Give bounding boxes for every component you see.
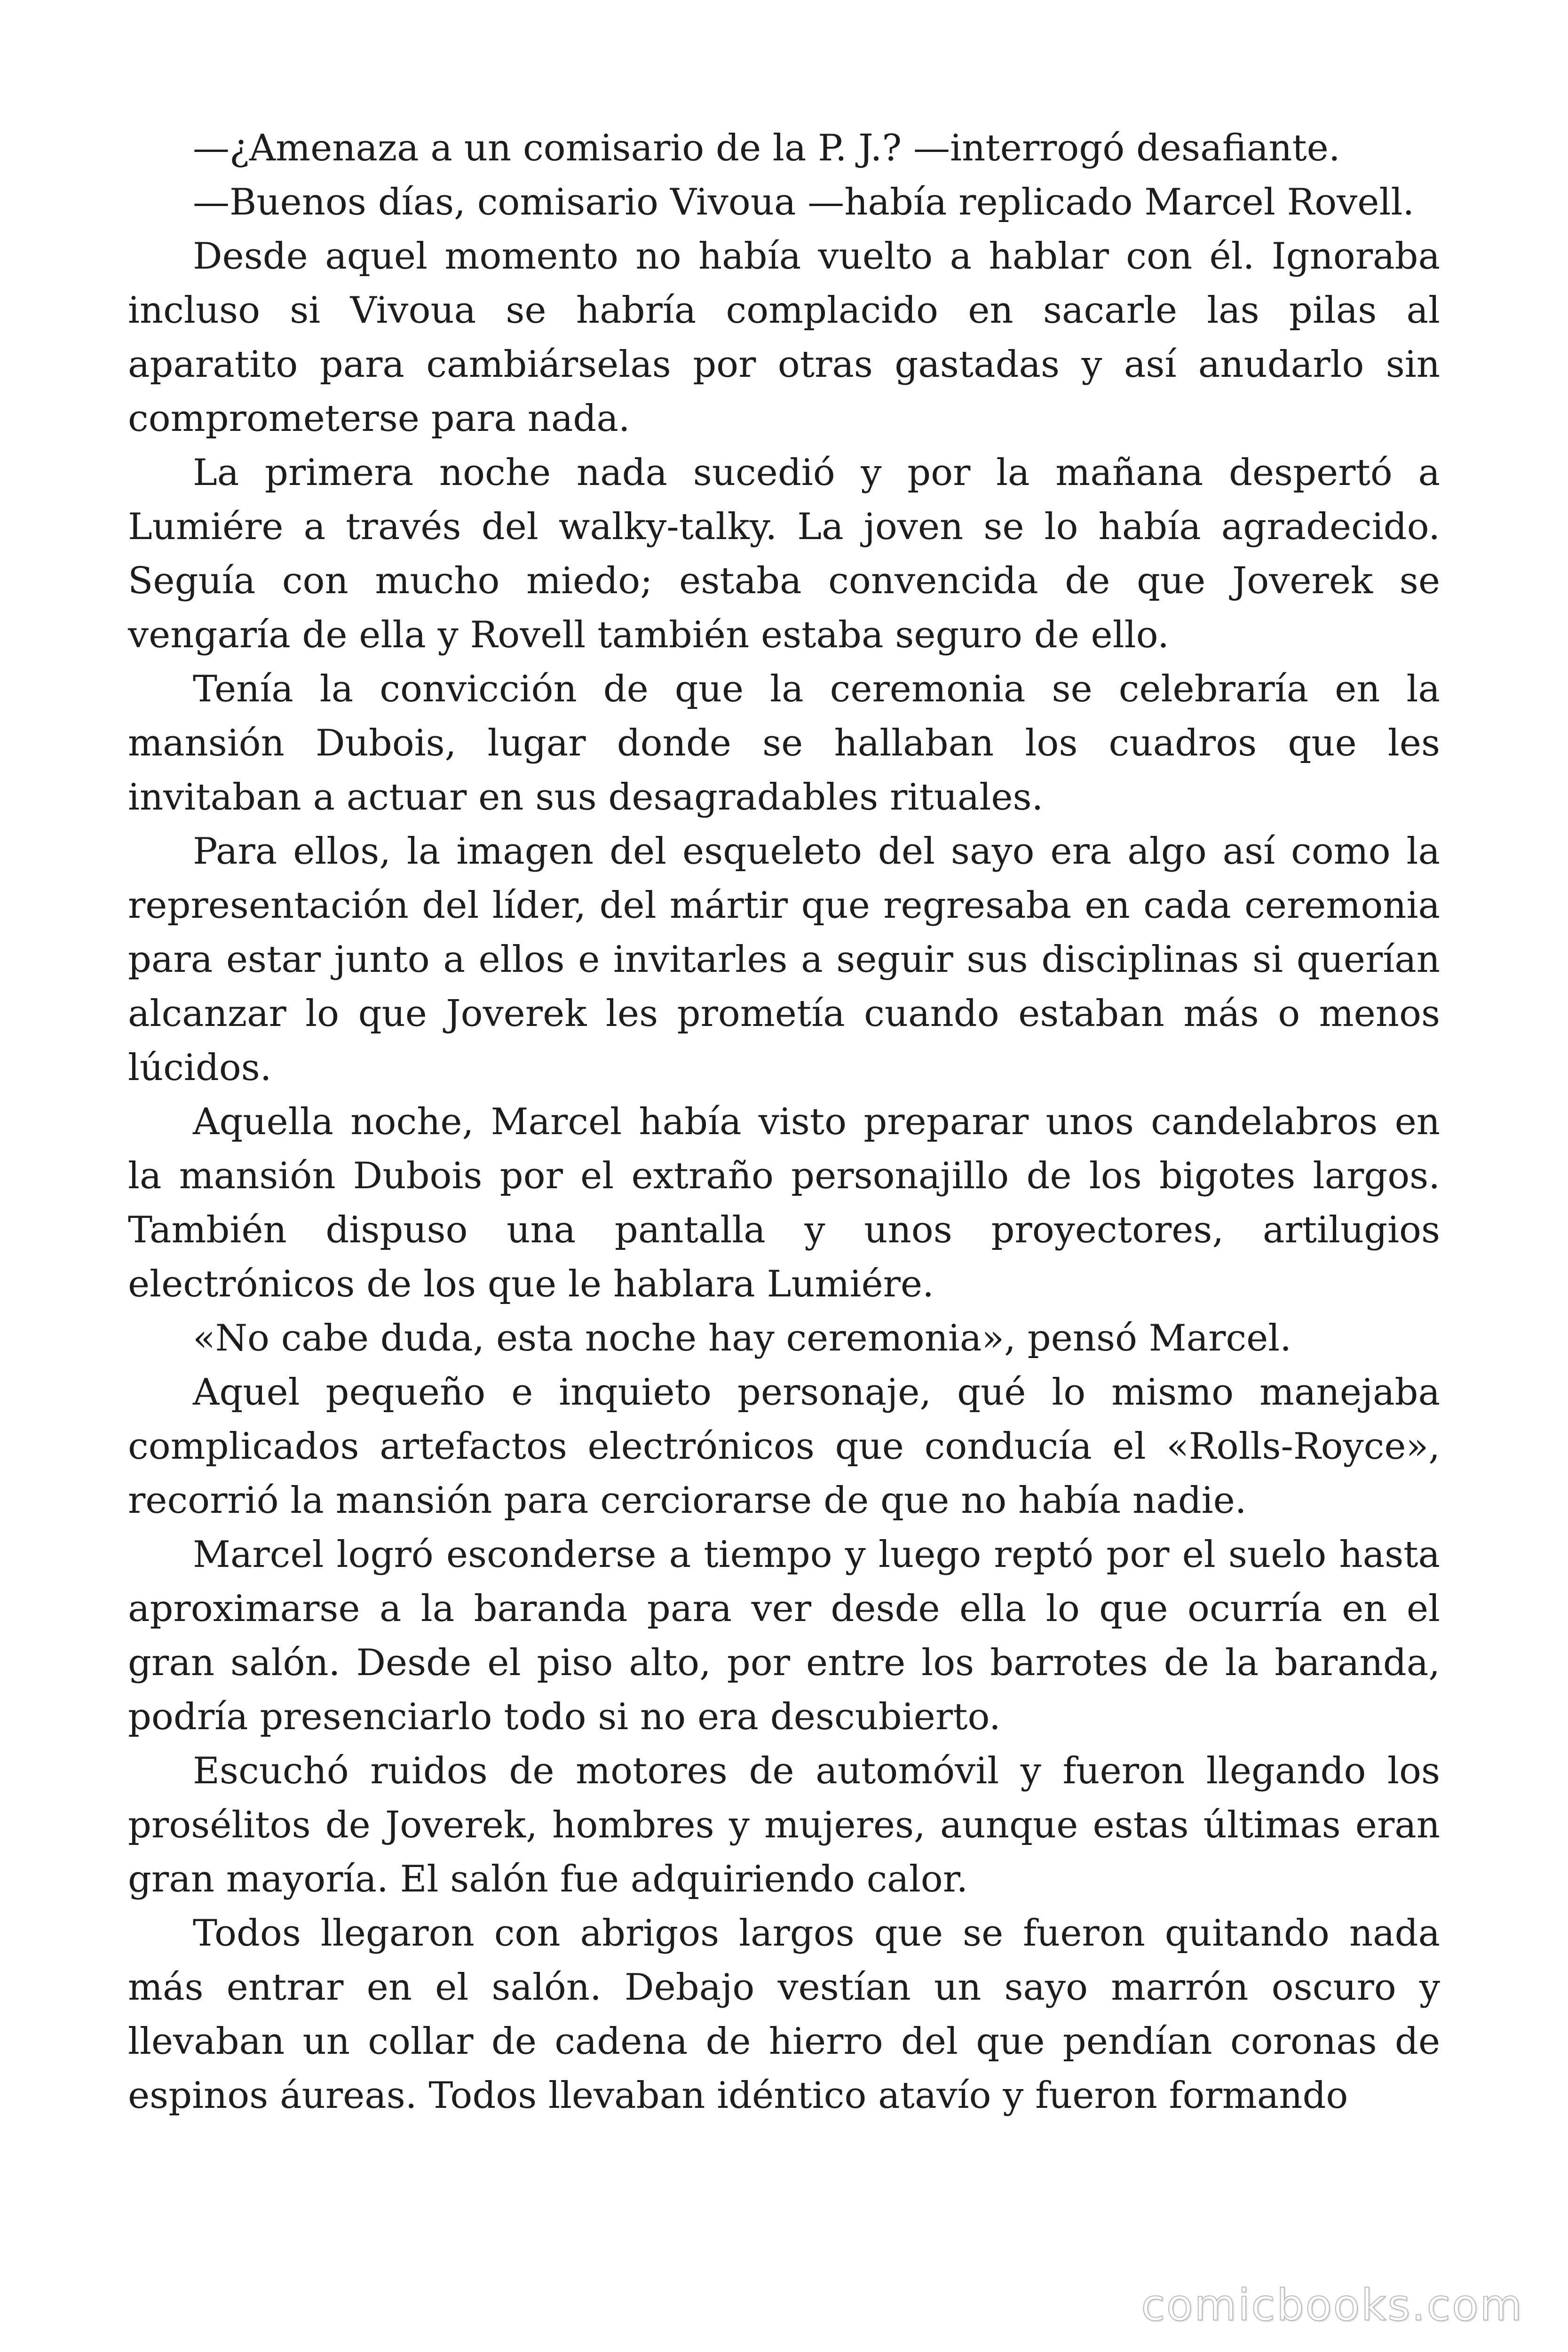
paragraph: «No cabe duda, esta noche hay ceremonia», pensó Marcel. (193, 1317, 1292, 1359)
paragraph: Aquella noche, Marcel había visto preparar unos candelabros en la mansión Dubois por el extraño personajillo de los bigotes largos. También dispuso una pantalla y unos proyectores, artilugios electrónicos de los que le hablara Lumiére. (128, 1101, 1440, 1305)
page-body (128, 121, 1440, 2123)
paragraph: Para ellos, la imagen del esqueleto del sayo era algo así como la representación del líder, del mártir que regresaba en cada ceremonia para estar junto a ellos e invitarles a seguir sus disciplinas si querían alcanzar lo que Joverek les prometía cuando estaban más o menos lúcidos. (128, 830, 1440, 1089)
paragraph: Todos llegaron con abrigos largos que se fueron quitando nada más entrar en el salón. Debajo vestían un sayo marrón oscuro y llevaban un collar de cadena de hierro del que pendían coronas de espinos áureas. Todos llevaban idéntico atavío y fueron formando (128, 1912, 1440, 2117)
paragraph: —¿Amenaza a un comisario de la P. J.? —interrogó desafiante. (193, 127, 1340, 169)
paragraph: Escuchó ruidos de motores de automóvil y fueron llegando los prosélitos de Joverek, hombres y mujeres, aunque estas últimas eran gran mayoría. El salón fue adquiriendo calor. (128, 1750, 1440, 1900)
paragraph: Desde aquel momento no había vuelto a hablar con él. Ignoraba incluso si Vivoua se habría complacido en sacarle las pilas al aparatito para cambiárselas por otras gastadas y así anudarlo sin comprometerse para nada. (128, 235, 1440, 440)
watermark: comicbooks.com (1141, 2280, 1523, 2330)
paragraph: La primera noche nada sucedió y por la mañana despertó a Lumiére a través del walky-talky. La joven se lo había agradecido. Seguía con mucho miedo; estaba convencida de que Joverek se vengaría de ella y Rovell también estaba seguro de ello. (128, 452, 1440, 656)
paragraph: Tenía la convicción de que la ceremonia se celebraría en la mansión Dubois, lugar donde se hallaban los cuadros que les invitaban a actuar en sus desagradables rituales. (128, 668, 1440, 818)
paragraph: Aquel pequeño e inquieto personaje, qué lo mismo manejaba complicados artefactos electrónicos que conducía el «Rolls-Royce», recorrió la mansión para cerciorarse de que no había nadie. (128, 1371, 1440, 1522)
paragraph: —Buenos días, comisario Vivoua —había replicado Marcel Rovell. (193, 181, 1415, 223)
paragraph: Marcel logró esconderse a tiempo y luego reptó por el suelo hasta aproximarse a la baranda para ver desde ella lo que ocurría en el gran salón. Desde el piso alto, por entre los barrotes de la baranda, podría presenciarlo todo si no era descubierto. (128, 1534, 1440, 1738)
